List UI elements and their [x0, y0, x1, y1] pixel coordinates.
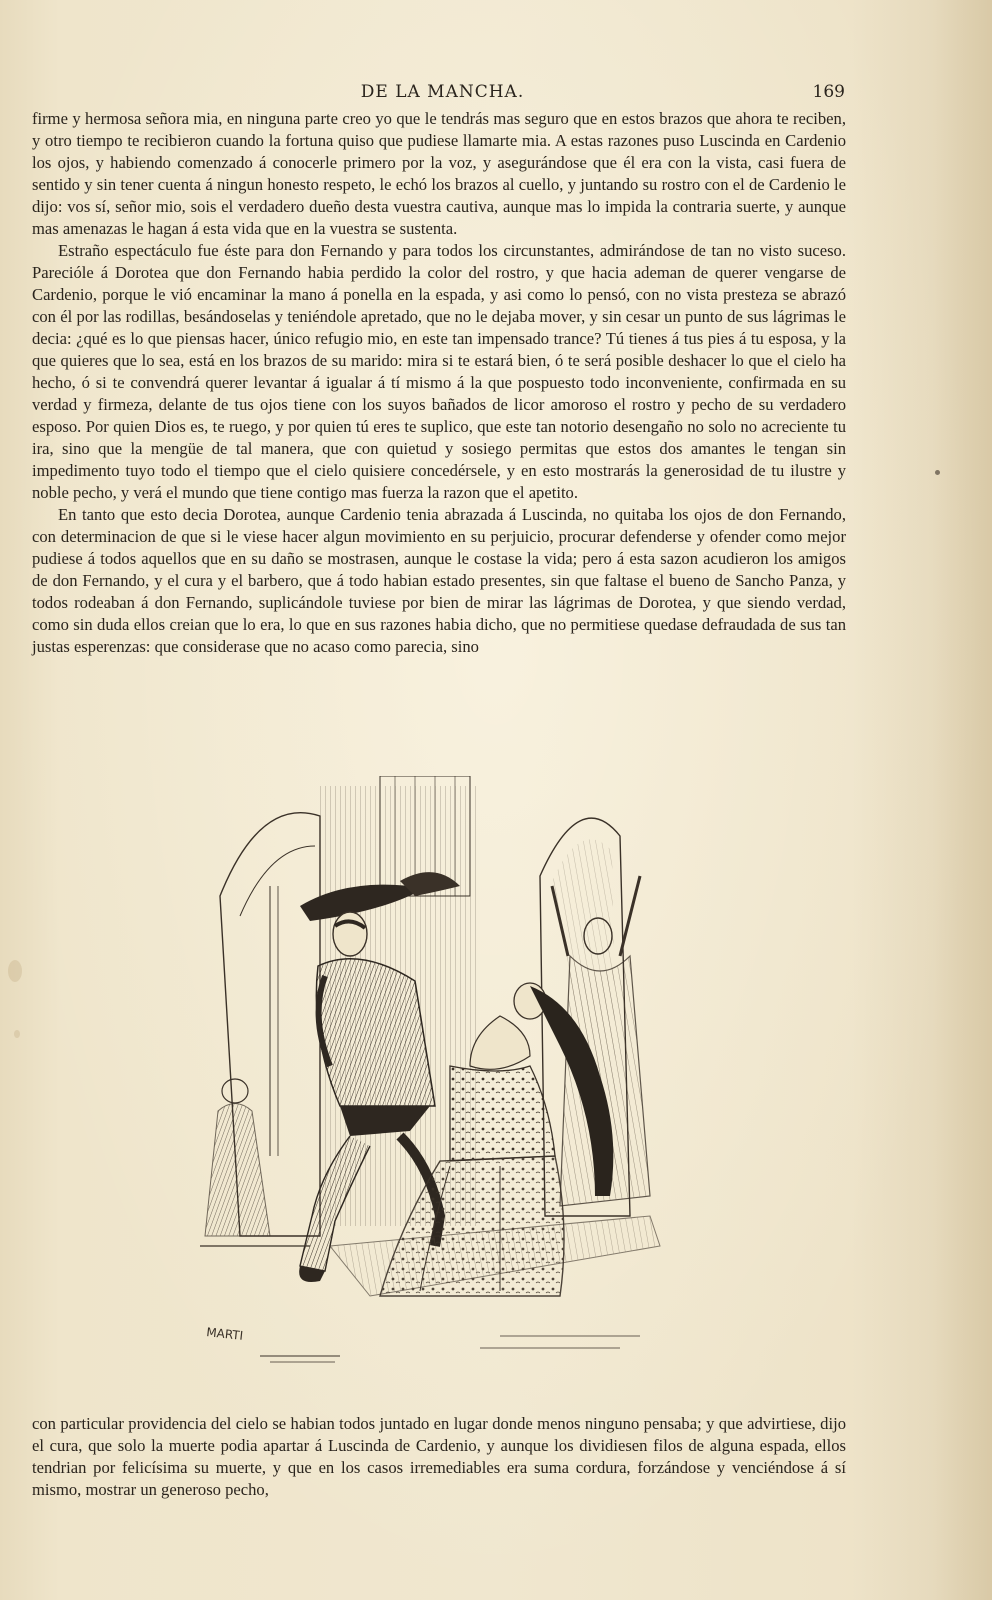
running-title: DE LA MANCHA. — [360, 82, 525, 102]
engraving-illustration — [200, 776, 680, 1386]
paragraph: En tanto que esto decia Dorotea, aunque Cardenio tenia abrazada á Luscinda, no quitaba los ojos de don Fernando, con determinacion de que si le viese hacer algun movimiento en su perjuicio, procurar defenderse y ofender como mejor pudiese á todos aquellos que en su daño se mostrasen, aunque le costase la vida; pero á esta sazon acudieron los amigos de don Fernando, y el cura y el barbero, que á todo habian estado presentes, sin que faltase el bueno de Sancho Panza, y todos rodeaban á don Fernando, suplicándole tuviese por bien de mirar las lágrimas de Dorotea, y que siendo verdad, como sin duda ellos creian que lo era, lo que en sus razones habia dicho, que no permitiese quedase defraudada de sus tan justas esperenzas: que considerase que no acaso como parecia, sino — [32, 505, 846, 656]
foxing-spot — [14, 1030, 20, 1038]
paragraph: firme y hermosa señora mia, en ninguna parte creo yo que le tendrás mas seguro que en estos brazos que ahora te reciben, y otro tiempo te recibieron cuando la fortuna quiso que pudiese llamarte mia. A estas razones puso Luscinda en Cardenio los ojos, y habiendo comenzado á conocerle primero por la voz, y asegurándose que él era con la vista, casi fuera de sentido y sin tener cuenta á ningun honesto respeto, le echó los brazos al cuello, y juntando su rostro con el de Cardenio le dijo: vos sí, señor mio, sois el verdadero dueño desta vuestra cautiva, aunque mas lo impida la contraria suerte, y aunque mas amenazas le hagan á esta vida que en la vuestra se sustenta. — [32, 109, 846, 238]
text-block-bottom — [32, 1413, 846, 1501]
artist-signature: MARTI — [205, 1325, 244, 1343]
page-edge-shadow — [852, 0, 992, 1600]
engraving-drawing — [200, 776, 680, 1386]
page-header — [40, 82, 845, 104]
paragraph: con particular providencia del cielo se habian todos juntado en lugar donde menos ninguno pensaba; y que advirtiese, dijo el cura, que solo la muerte podia apartar á Luscinda de Cardenio, y aunque los dividiesen filos de alguna espada, ellos tendrian por felicísima su muerte, y que en los casos irremediables era suma cordura, forzándose y venciéndose á sí mismo, mostrar un generoso pecho, — [32, 1414, 846, 1499]
paragraph: Estraño espectáculo fue éste para don Fernando y para todos los circunstantes, admirándose de tan no visto suceso. Parecióle á Dorotea que don Fernando habia perdido la color del rostro, y que hacia ademan de querer vengarse de Cardenio, porque le vió encaminar la mano á ponella en la espada, y asi como lo pensó, con no vista presteza se abrazó con él por las rodillas, besándoselas y teniéndole apretado, que no le dejaba mover, y sin cesar un punto de sus lágrimas le decia: ¿qué es lo que piensas hacer, único refugio mio, en este tan impensado trance? Tú tienes á tus pies á tu esposa, y la que quieres que lo sea, está en los brazos de su marido: mira si te estará bien, ó te será posible deshacer lo que el cielo ha hecho, ó si te convendrá querer levantar á igualar á tí mismo á la que pospuesto todo inconveniente, confirmada en su verdad y firmeza, delante de tus ojos tiene con los suyos bañados de licor amoroso el rostro y pecho de su verdadero esposo. Por quien Dios es, te ruego, y por quien tú eres te suplico, que este tan notorio desengaño no solo no acreciente tu ira, sino que la mengüe de tal manera, que con quietud y sosiego permitas que estos dos amantes le tengan sin impedimento tuyo todo el tiempo que el cielo quisiere concedérsele, y en esto mostrarás la generosidad de tu ilustre y noble pecho, y verá el mundo que tiene contigo mas fuerza la razon que el apetito. — [32, 241, 846, 502]
foxing-spot — [8, 960, 22, 982]
foxing-spot — [935, 470, 940, 475]
text-block-top — [32, 108, 846, 658]
page-number: 169 — [812, 82, 845, 102]
background-figure-left — [205, 1079, 270, 1236]
